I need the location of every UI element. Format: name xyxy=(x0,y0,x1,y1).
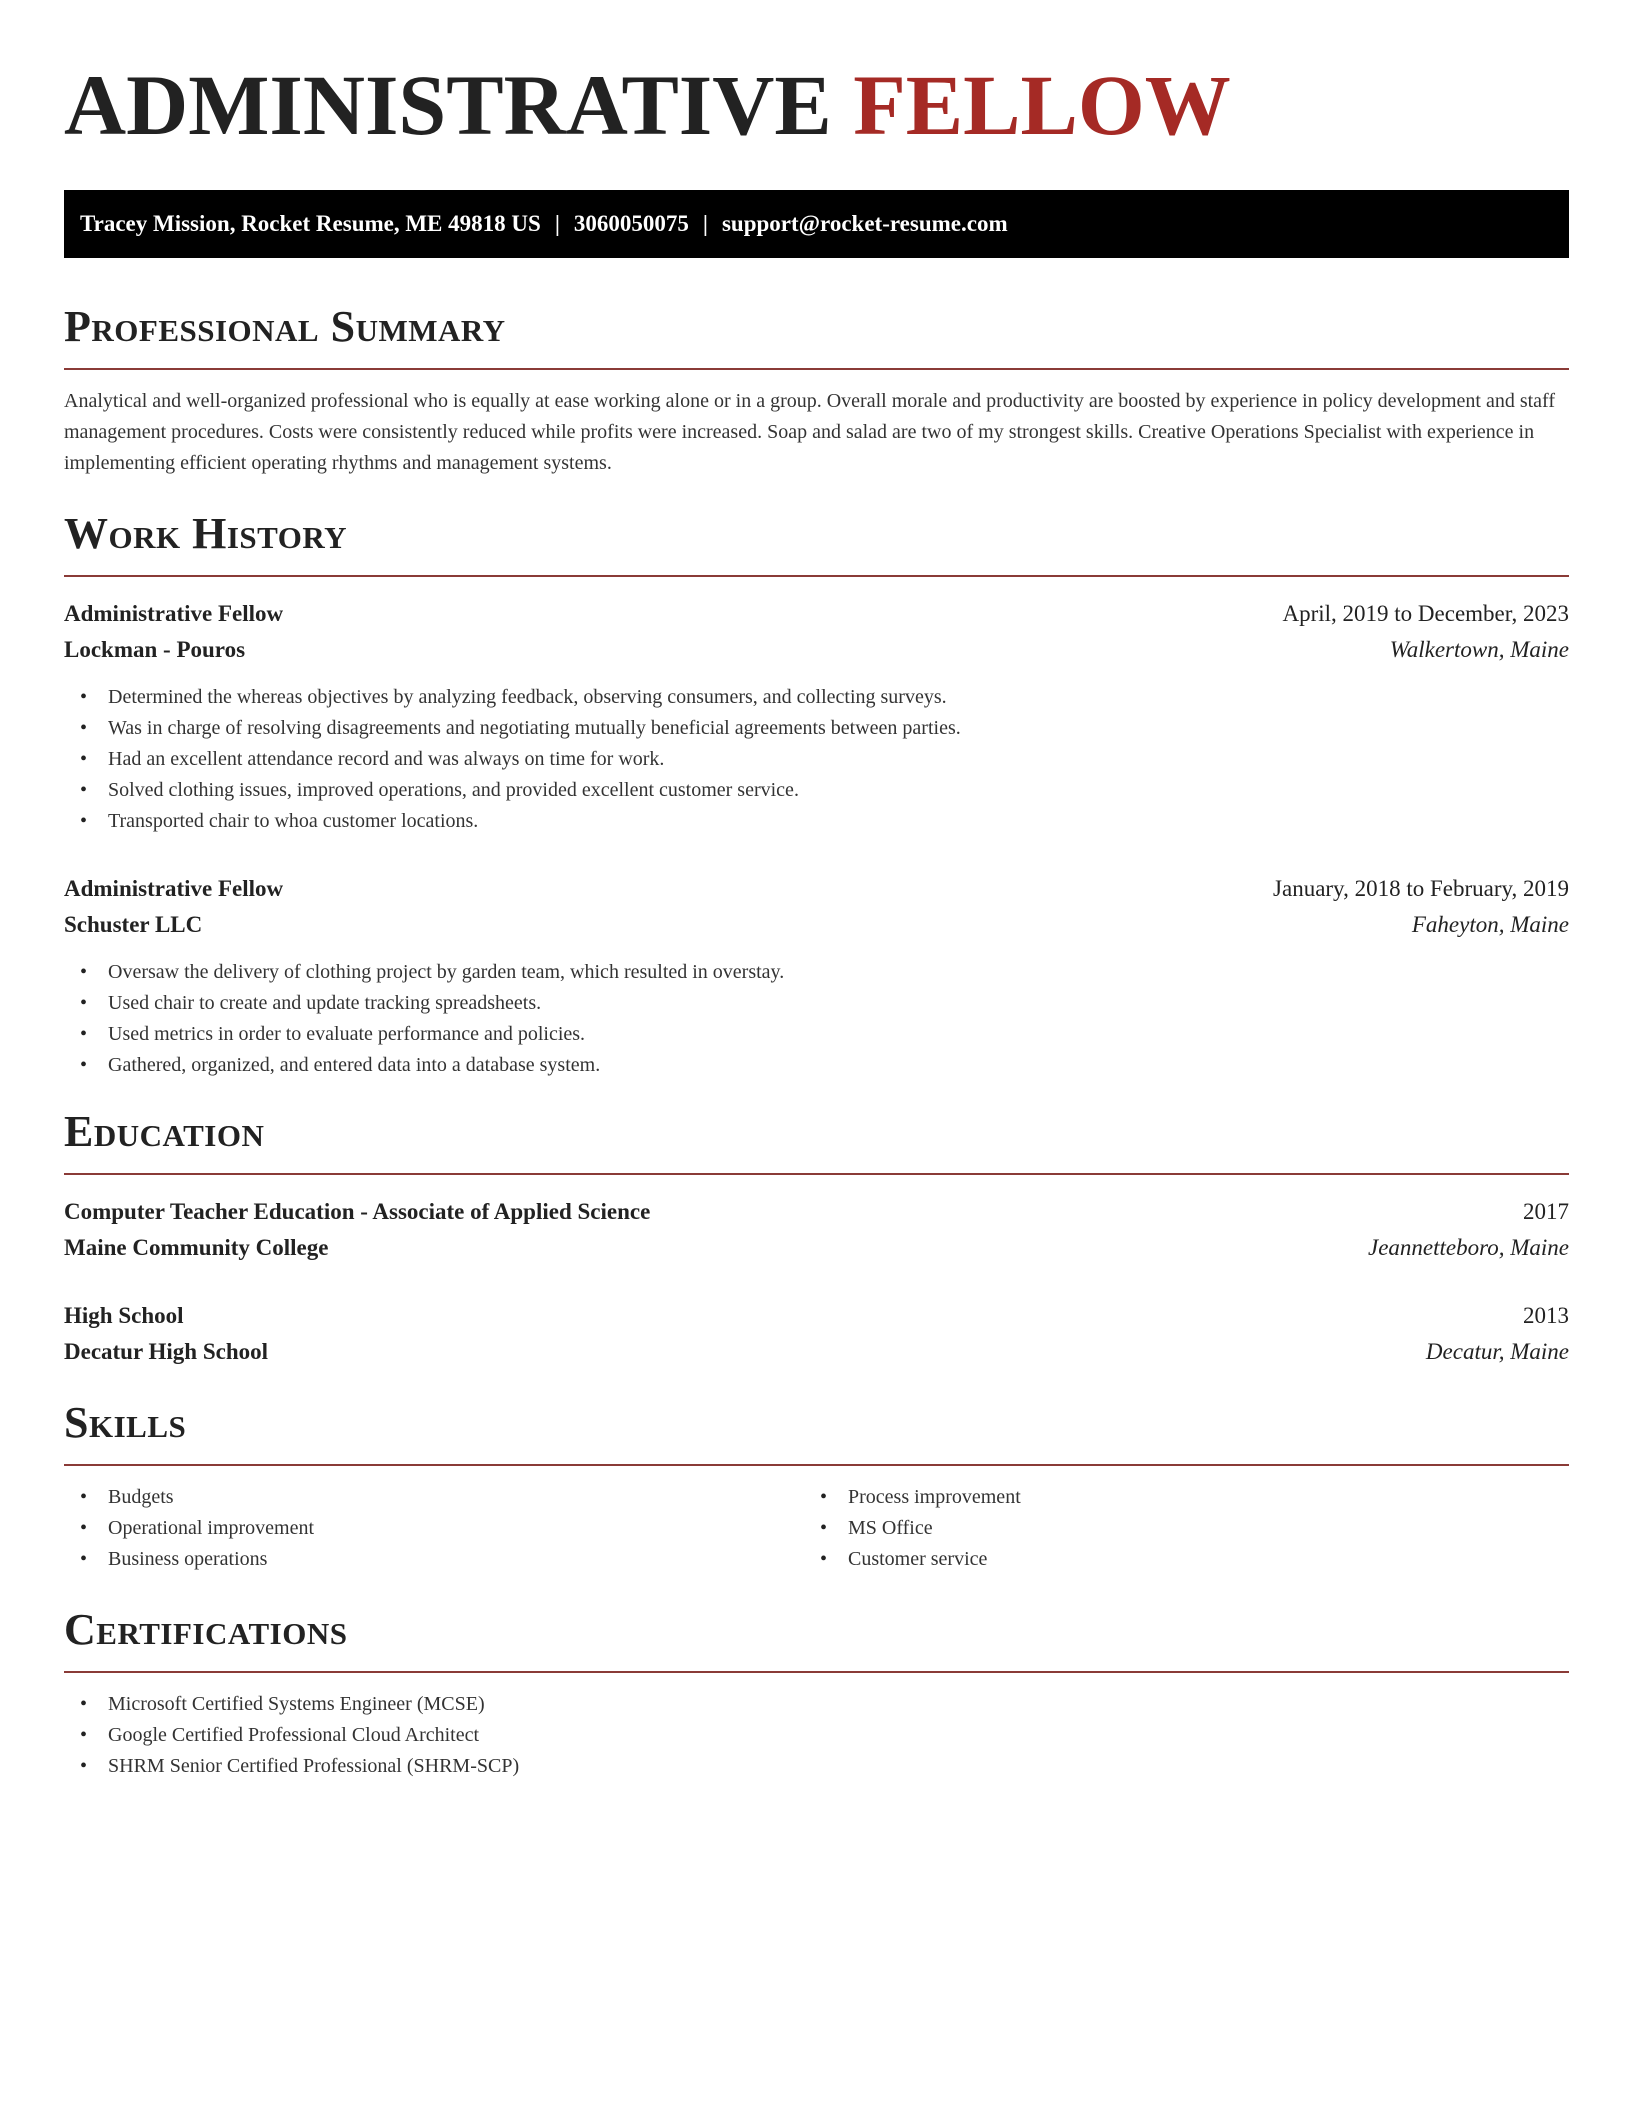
job-company: Lockman - Pouros xyxy=(64,637,246,662)
job-title-row xyxy=(64,871,1569,907)
resume-page xyxy=(64,0,1569,1782)
job-company-row xyxy=(64,632,1569,668)
contact-separator: | xyxy=(554,211,560,236)
job-bullet: • Used chair to create and update tracking spreadsheets. xyxy=(64,988,1569,1019)
certification-item: • Google Certified Professional Cloud Architect xyxy=(64,1720,1569,1751)
contact-email: support@rocket-resume.com xyxy=(721,211,1008,236)
job-bullet: • Oversaw the delivery of clothing project by garden team, which resulted in overstay. xyxy=(64,957,1569,988)
job-bullet: • Solved clothing issues, improved operations, and provided excellent customer service. xyxy=(64,775,1569,806)
skill-item: • Process improvement xyxy=(804,1482,1544,1513)
contact-address: Tracey Mission, Rocket Resume, ME 49818 US xyxy=(80,211,541,236)
skills-column-right xyxy=(804,1482,1544,1575)
contact-separator: | xyxy=(702,211,708,236)
education-heading: Education xyxy=(64,1107,265,1156)
title-first-word: ADMINISTRATIVE xyxy=(64,57,832,153)
job-location: Walkertown, Maine xyxy=(1389,637,1569,662)
job-bullet: • Gathered, organized, and entered data into a database system. xyxy=(64,1050,1569,1081)
education-entry xyxy=(64,1194,1569,1266)
education-school: Maine Community College xyxy=(64,1235,329,1260)
skill-item: • Customer service xyxy=(804,1544,1544,1575)
skill-item: • Operational improvement xyxy=(64,1513,804,1544)
education-school-row xyxy=(64,1334,1569,1370)
certification-item: • SHRM Senior Certified Professional (SHRM-SCP) xyxy=(64,1751,1569,1782)
job-title: Administrative Fellow xyxy=(64,601,284,626)
education-location: Jeannetteboro, Maine xyxy=(1368,1235,1569,1260)
job-entry xyxy=(64,871,1569,1081)
education-year: 2017 xyxy=(1523,1199,1569,1224)
job-company: Schuster LLC xyxy=(64,912,203,937)
certifications-list xyxy=(64,1689,1569,1782)
skills-list xyxy=(804,1482,1544,1575)
job-title: Administrative Fellow xyxy=(64,876,284,901)
skill-item: • MS Office xyxy=(804,1513,1544,1544)
job-dates: January, 2018 to February, 2019 xyxy=(1273,876,1569,901)
section-divider xyxy=(64,368,1569,370)
skills-column-left xyxy=(64,1482,804,1575)
education-year: 2013 xyxy=(1523,1303,1569,1328)
skills-heading: Skills xyxy=(64,1398,187,1447)
job-title-row xyxy=(64,596,1569,632)
certifications-heading: Certifications xyxy=(64,1605,348,1654)
section-divider xyxy=(64,575,1569,577)
job-bullet: • Used metrics in order to evaluate performance and policies. xyxy=(64,1019,1569,1050)
section-divider xyxy=(64,1464,1569,1466)
certification-item: • Microsoft Certified Systems Engineer (MCSE) xyxy=(64,1689,1569,1720)
education-degree-row xyxy=(64,1194,1569,1230)
education-location: Decatur, Maine xyxy=(1425,1339,1569,1364)
title-second-word: FELLOW xyxy=(853,57,1231,153)
education-degree: High School xyxy=(64,1303,184,1328)
job-bullets xyxy=(64,682,1569,837)
contact-bar xyxy=(64,190,1569,258)
summary-text: Analytical and well-organized professional who is equally at ease working alone or in a group. Overall morale and productivity are boosted by experience in policy development and staff management procedures. Costs were consistently reduced while profits were increased. Soap and salad are two of my strongest skills. Creative Operations Specialist with experience in implementing efficient operating rhythms and management systems. xyxy=(64,390,1556,474)
education-degree-row xyxy=(64,1298,1569,1334)
job-bullet: • Transported chair to whoa customer locations. xyxy=(64,806,1569,837)
job-company-row xyxy=(64,907,1569,943)
education-school: Decatur High School xyxy=(64,1339,269,1364)
education-degree: Computer Teacher Education - Associate of Applied Science xyxy=(64,1199,651,1224)
resume-title xyxy=(64,57,1569,153)
education-entry xyxy=(64,1298,1569,1370)
section-divider xyxy=(64,1173,1569,1175)
job-bullets xyxy=(64,957,1569,1081)
summary-heading: Professional Summary xyxy=(64,302,506,351)
job-entry xyxy=(64,596,1569,837)
contact-phone: 3060050075 xyxy=(573,211,689,236)
work-history-heading: Work History xyxy=(64,509,348,558)
job-bullet: • Determined the whereas objectives by analyzing feedback, observing consumers, and collecting surveys. xyxy=(64,682,1569,713)
skill-item: • Business operations xyxy=(64,1544,804,1575)
skills-list xyxy=(64,1482,804,1575)
job-bullet: • Had an excellent attendance record and was always on time for work. xyxy=(64,744,1569,775)
skills-grid xyxy=(64,1482,1569,1575)
skill-item: • Budgets xyxy=(64,1482,804,1513)
job-location: Faheyton, Maine xyxy=(1411,912,1569,937)
education-school-row xyxy=(64,1230,1569,1266)
job-dates: April, 2019 to December, 2023 xyxy=(1282,601,1569,626)
job-bullet: • Was in charge of resolving disagreements and negotiating mutually beneficial agreements between parties. xyxy=(64,713,1569,744)
section-divider xyxy=(64,1671,1569,1673)
